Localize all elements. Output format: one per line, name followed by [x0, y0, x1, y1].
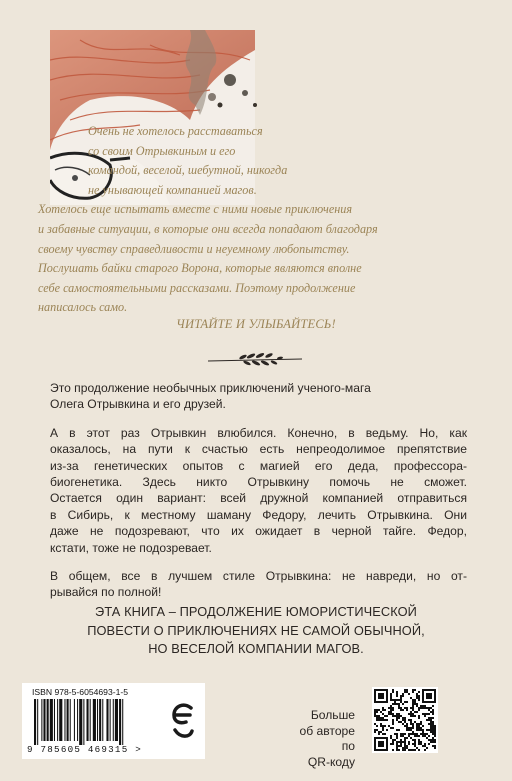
quote-line: написалось само.: [38, 300, 128, 315]
text-line: оказалось, на пути к счастью есть непреодолимое препятствие: [50, 442, 467, 457]
text-line: кстати, тоже не подозревает.: [50, 540, 212, 555]
ink-splash-decoration: [160, 25, 270, 120]
tagline-line: ПОВЕСТИ О ПРИКЛЮЧЕНИЯХ НЕ САМОЙ ОБЫЧНОЙ,: [87, 622, 425, 638]
eksmo-e-logo-icon: [170, 700, 196, 744]
isbn-label: ISBN 978-5-6054693-1-5: [32, 687, 129, 697]
text-line: В общем, все в лучшем стиле Отрывкина: не навреди, но от-: [50, 569, 467, 584]
annotation-paragraph: [50, 380, 467, 413]
quote-line: Очень не хотелось расставаться: [88, 124, 263, 138]
call-to-action: ЧИТАЙТЕ И УЛЫБАЙТЕСЬ!: [176, 317, 336, 331]
annotation-paragraph: [50, 568, 467, 601]
text-line: Остается один вариант: всей дружной компанией отправиться: [50, 491, 467, 506]
annotation-paragraph: [50, 425, 467, 556]
text-line: из-за генетических опытов с магией его деда, профессора-: [50, 458, 467, 473]
quote-line: не унывающей компанией магов.: [88, 182, 257, 197]
leaf-branch-ornament-icon: [205, 350, 305, 368]
qr-code-icon[interactable]: [372, 687, 438, 753]
text-line: об авторе по: [299, 723, 355, 753]
quote-line: Хотелось еще испытать вместе с ними новые приключения: [38, 202, 353, 217]
book-tagline: [0, 603, 512, 659]
quote-line: Послушать байки старого Ворона, которые являются вполне: [38, 261, 362, 276]
text-line: Больше: [310, 708, 355, 722]
barcode-digits: 9 785605 469315 >: [27, 744, 142, 755]
quote-line: своему чувству справедливости и неуемному любопытству.: [38, 241, 350, 256]
quote-line: со своим Отрывкиным и его: [88, 143, 236, 158]
quote-line: себе самостоятельными рассказами. Поэтому продолжение: [38, 280, 356, 295]
text-line: рывайся по полной!: [50, 585, 162, 600]
text-line: QR-коду: [307, 754, 355, 769]
more-about-author: [285, 708, 355, 770]
quote-line: командой, веселой, шебутной, никогда: [88, 163, 288, 178]
author-quote: [38, 122, 474, 318]
text-line: даже не подозревают, что их ожидает в черной тайге. Федор,: [50, 524, 467, 539]
text-line: Это продолжение необычных приключений ученого-мага: [50, 381, 371, 395]
barcode-bars: [32, 699, 172, 745]
text-line: А в этот раз Отрывкин влюбился. Конечно, в ведьму. Но, как: [50, 425, 467, 440]
quote-line: и забавные ситуации, в которые они всегда попадают благодаря: [38, 221, 378, 236]
tagline-line: ЭТА КНИГА – ПРОДОЛЖЕНИЕ ЮМОРИСТИЧЕСКОЙ: [95, 604, 417, 619]
text-line: в Сибирь, к местному шаману Федору, лечить Отрывкина. Они: [50, 507, 467, 522]
tagline-line: НО ВЕСЕЛОЙ КОМПАНИИ МАГОВ.: [148, 641, 364, 656]
text-line: биогенетика. Здесь никто Отрывкину помочь не сможет.: [50, 475, 467, 490]
book-annotation: [50, 380, 467, 613]
text-line: Олега Отрывкина и его друзей.: [50, 397, 226, 412]
